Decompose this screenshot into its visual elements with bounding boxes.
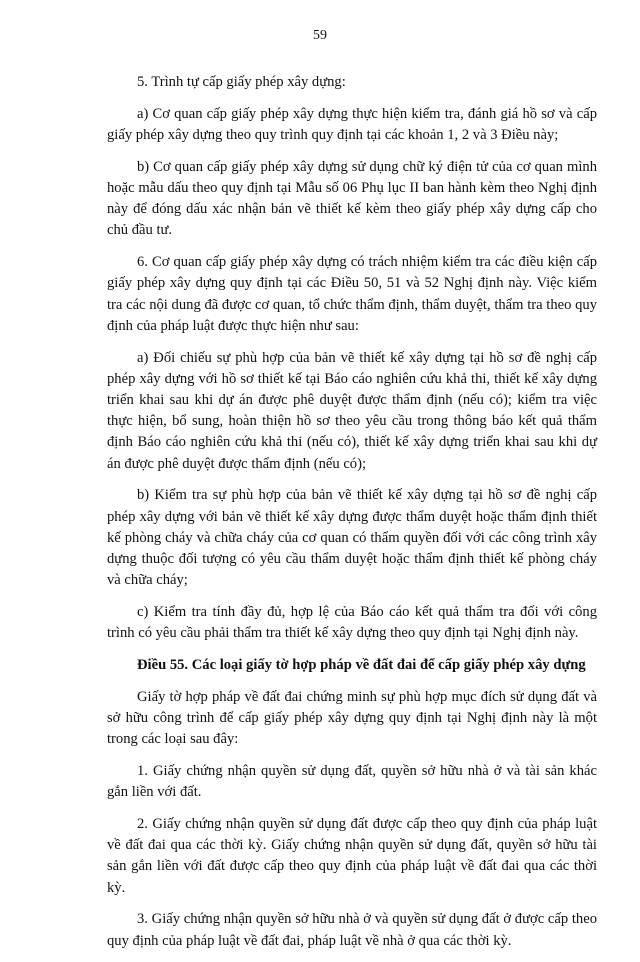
clause-5a: a) Cơ quan cấp giấy phép xây dựng thực hiện kiểm tra, đánh giá hồ sơ và cấp giấy phép xây dựng theo quy trình quy định tại các khoản 1, 2 và 3 Điều này; (107, 105, 597, 143)
article-55-heading: Điều 55. Các loại giấy tờ hợp pháp về đất đai để cấp giấy phép xây dựng (137, 657, 586, 674)
clause-6c: c) Kiểm tra tính đầy đủ, hợp lệ của Báo cáo kết quả thẩm tra đối với công trình có yêu cầu phải thẩm tra thiết kế xây dựng theo quy định tại Nghị định này. (107, 604, 597, 642)
clause-5b: b) Cơ quan cấp giấy phép xây dựng sử dụng chữ ký điện tử của cơ quan mình hoặc mẫu dấu theo quy định tại Mẫu số 06 Phụ lục II ban hành kèm theo Nghị định này để đóng dấu xác nhận bản vẽ thiết kế kèm theo giấy phép xây dựng cấp cho chủ đầu tư. (107, 158, 597, 239)
page-number: 59 (313, 28, 327, 43)
clause-6: 6. Cơ quan cấp giấy phép xây dựng có trách nhiệm kiểm tra các điều kiện cấp giấy phép xây dựng quy định tại các Điều 50, 51 và 52 Nghị định này. Việc kiểm tra các nội dung đã được cơ quan, tổ chức thẩm định, thẩm duyệt, thẩm tra theo quy định của pháp luật được thực hiện như sau: (107, 254, 597, 334)
clause-6a: a) Đối chiếu sự phù hợp của bản vẽ thiết kế xây dựng tại hồ sơ đề nghị cấp phép xây dựng với hồ sơ thiết kế tại Báo cáo nghiên cứu khả thi, thiết kế xây dựng triển khai sau khi dự án được phê duyệt được thẩm định (nếu có); kiểm tra việc thực hiện, bổ sung, hoàn thiện hồ sơ theo yêu cầu trong thông báo kết quả thẩm định Báo cáo nghiên cứu khả thi (nếu có), thiết kế xây dựng triển khai sau khi dự án được phê duyệt được thẩm định (nếu có); (107, 349, 597, 472)
document-body (107, 72, 597, 962)
article-55-item-2: 2. Giấy chứng nhận quyền sử dụng đất được cấp theo quy định của pháp luật về đất đai qua các thời kỳ. Giấy chứng nhận quyền sử dụng đất, quyền sở hữu tài sản gắn liền với đất được cấp theo quy định của pháp luật về đất đai qua các thời kỳ. (107, 816, 597, 896)
article-55-item-3: 3. Giấy chứng nhận quyền sở hữu nhà ở và quyền sử dụng đất ở được cấp theo quy định của pháp luật về đất đai, pháp luật về nhà ở qua các thời kỳ. (107, 911, 597, 949)
clause-5-title: 5. Trình tự cấp giấy phép xây dựng: (137, 74, 346, 90)
article-55-intro: Giấy tờ hợp pháp về đất đai chứng minh sự phù hợp mục đích sử dụng đất và sở hữu công trình để cấp giấy phép xây dựng quy định tại Nghị định này là một trong các loại sau đây: (107, 688, 597, 748)
article-55-item-1: 1. Giấy chứng nhận quyền sử dụng đất, quyền sở hữu nhà ở và tài sản khác gắn liền với đất. (107, 763, 597, 801)
clause-6b: b) Kiểm tra sự phù hợp của bản vẽ thiết kế xây dựng tại hồ sơ đề nghị cấp phép xây dựng với bản vẽ thiết kế xây dựng được thẩm duyệt hoặc thẩm định thiết kế phòng cháy và chữa cháy của cơ quan có thẩm quyền đối với các công trình xây dựng thuộc đối tượng có yêu cầu thẩm duyệt hoặc thẩm định thiết kế phòng cháy và chữa cháy; (107, 487, 597, 589)
